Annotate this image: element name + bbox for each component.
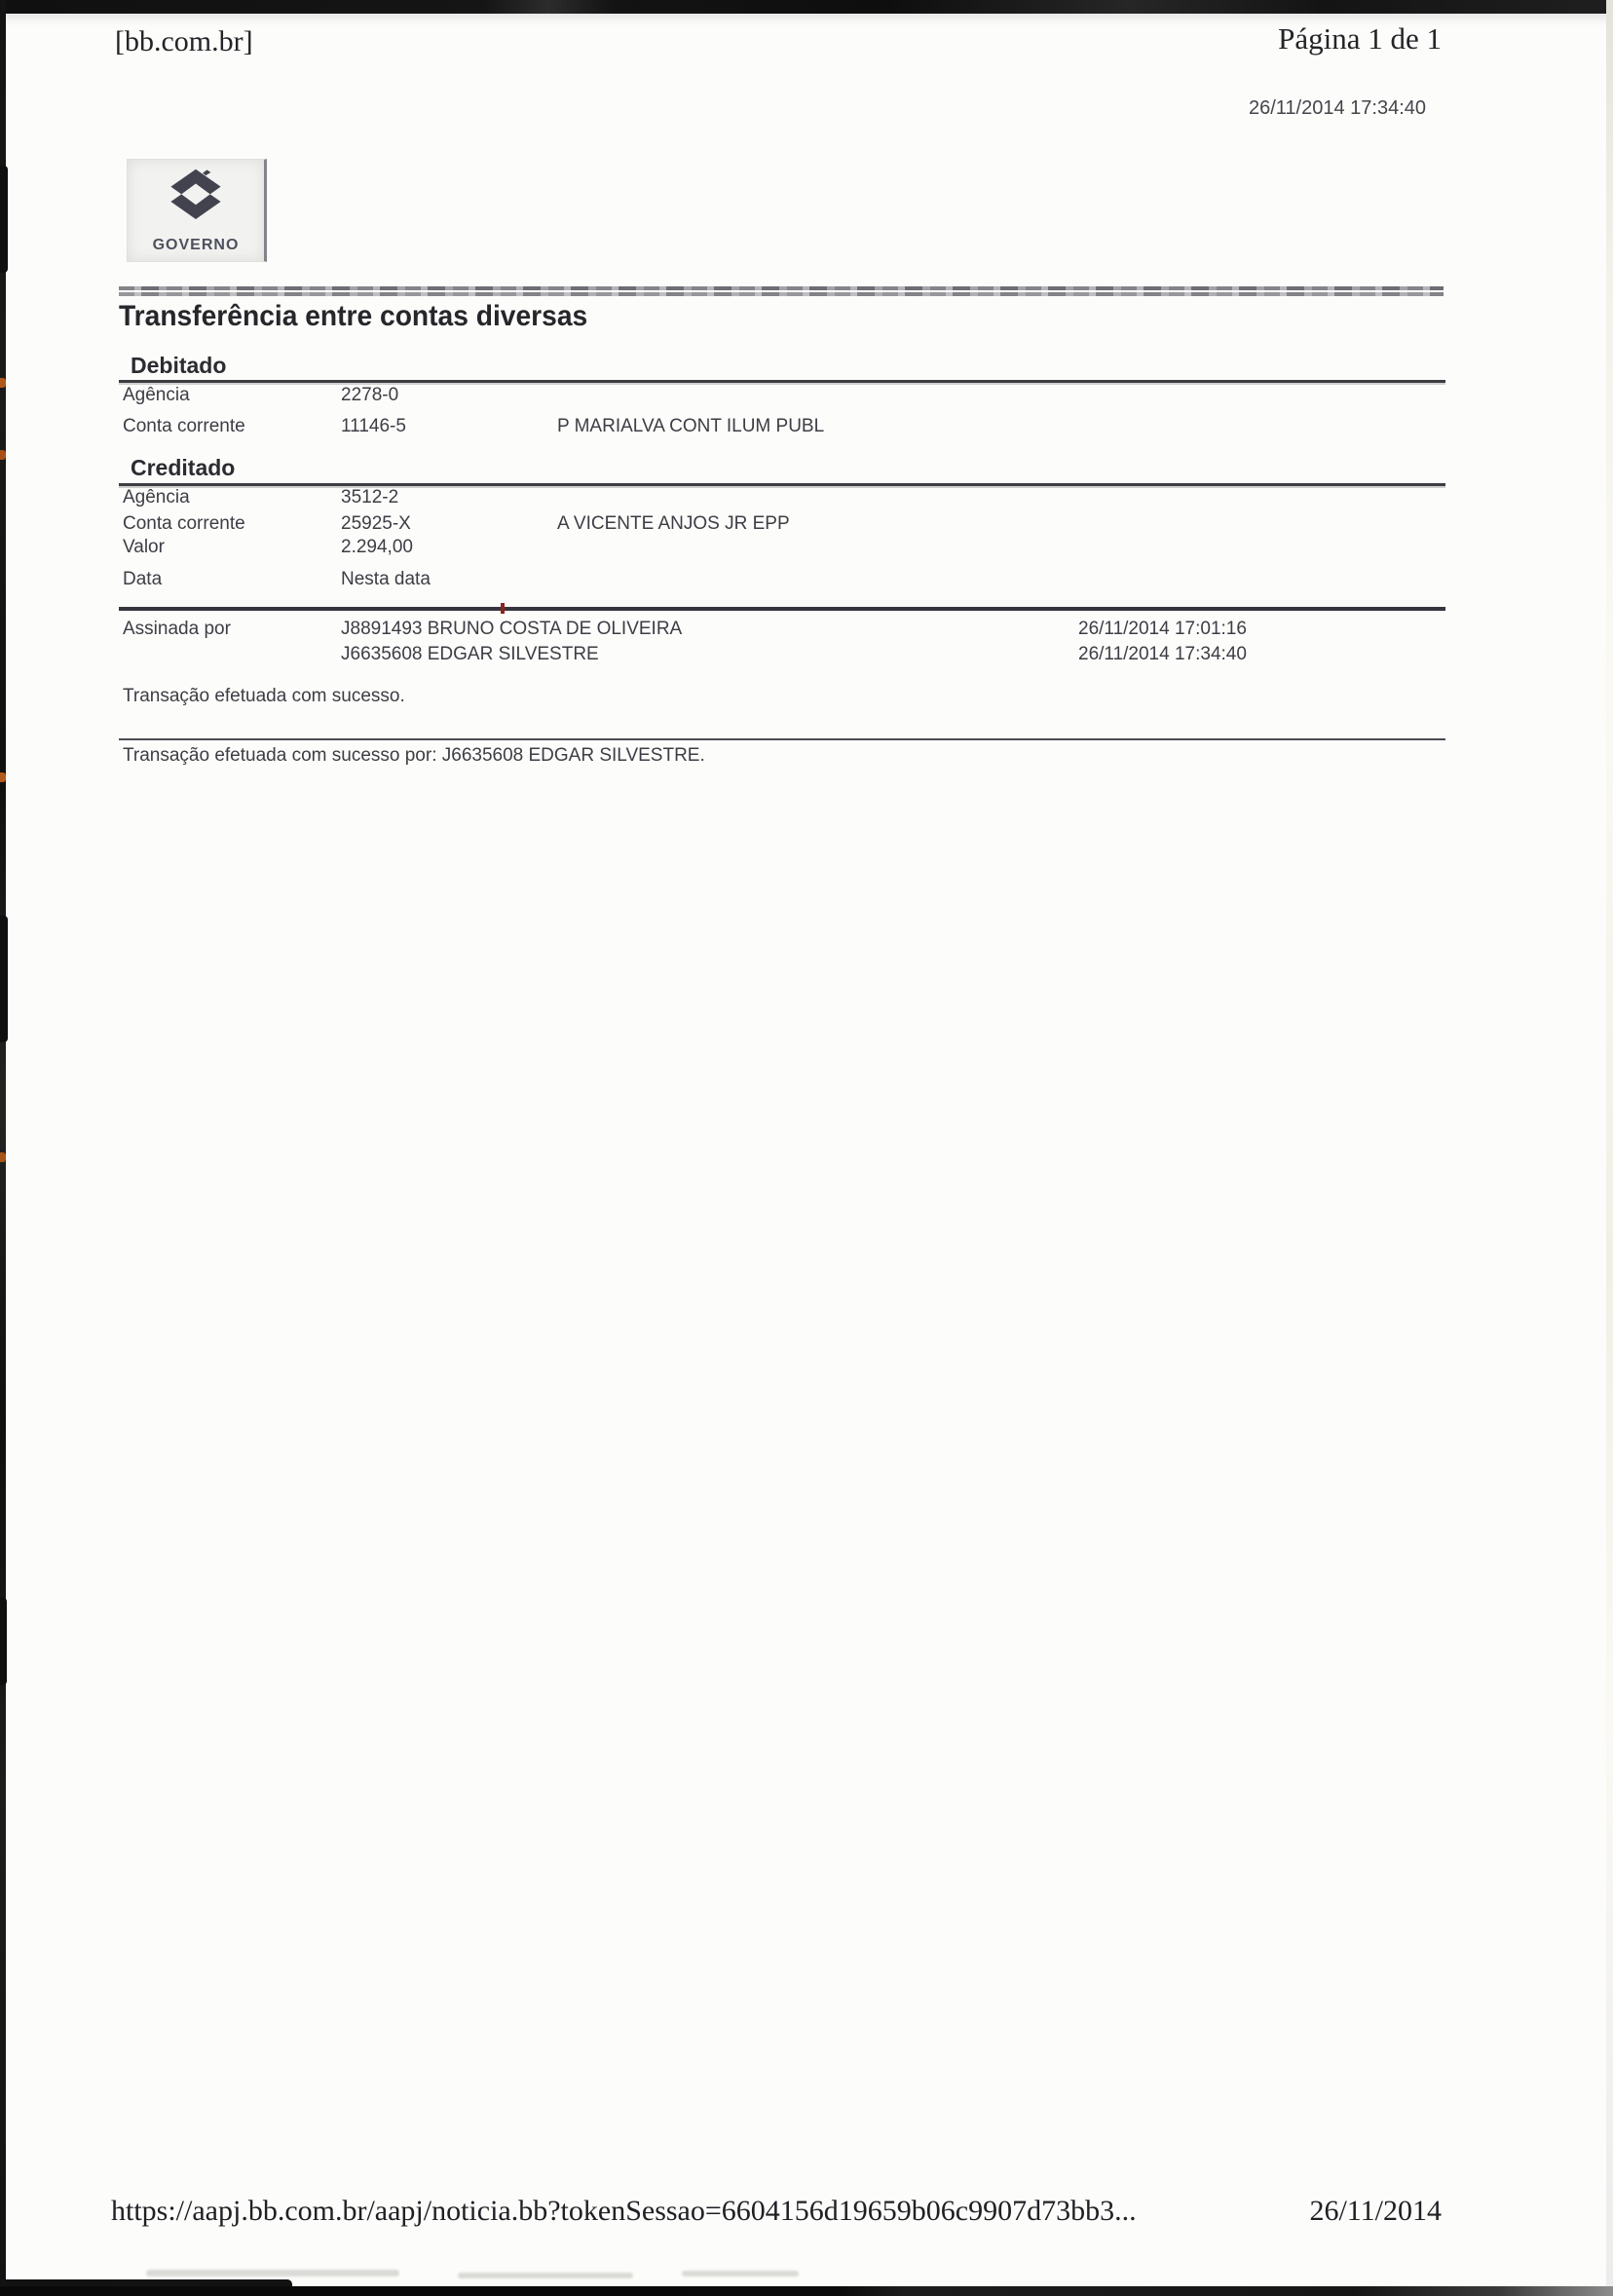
scan-artifact-left-edge xyxy=(0,0,6,2296)
bank-logo-box xyxy=(127,159,267,262)
section-heading-credited: Creditado xyxy=(131,455,236,480)
header-divider-lower xyxy=(119,292,1444,296)
success-by-message: Transação efetuada com sucesso por: J6635608 EDGAR SILVESTRE. xyxy=(123,745,705,766)
field-value: 2.294,00 xyxy=(341,537,413,557)
field-row-credited-account xyxy=(0,513,1613,537)
field-row-debited-account xyxy=(0,416,1613,439)
scan-artifact-left-bump xyxy=(0,166,8,273)
signer-name: J8891493 BRUNO COSTA DE OLIVEIRA xyxy=(341,619,683,639)
field-label: Data xyxy=(123,569,163,589)
scan-artifact-smudge xyxy=(146,2270,399,2277)
print-footer-date: 26/11/2014 xyxy=(1309,2195,1442,2227)
field-row-date xyxy=(0,569,1613,592)
generated-timestamp: 26/11/2014 17:34:40 xyxy=(1248,97,1426,119)
rule-above-signatures xyxy=(119,607,1445,611)
field-value: Nesta data xyxy=(341,569,431,589)
signatures-label: Assinada por xyxy=(123,619,231,639)
scan-artifact-top-edge xyxy=(0,0,1613,14)
scan-artifact-left-bump xyxy=(0,1598,7,1685)
scan-artifact-orange-dot xyxy=(0,450,6,460)
scan-artifact-left-bump xyxy=(0,916,8,1042)
field-label: Agência xyxy=(123,487,190,508)
rule-under-credited xyxy=(119,483,1445,486)
field-label: Valor xyxy=(123,537,165,557)
print-header-site: [bb.com.br] xyxy=(115,25,253,57)
scan-artifact-smudge xyxy=(682,2271,799,2277)
signature-datetime: 26/11/2014 17:34:40 xyxy=(1078,644,1247,664)
field-row-credited-agency xyxy=(0,487,1613,510)
header-divider xyxy=(119,286,1444,290)
signature-row xyxy=(0,619,1613,642)
rule-under-debited xyxy=(119,380,1445,383)
scan-artifact-right-edge xyxy=(1606,0,1613,2296)
success-message: Transação efetuada com sucesso. xyxy=(123,686,405,706)
rule-above-success-by xyxy=(119,738,1445,740)
scan-artifact-bottom-edge xyxy=(0,2286,1613,2296)
banco-do-brasil-logo-icon xyxy=(165,166,227,224)
account-holder-name: A VICENTE ANJOS JR EPP xyxy=(557,513,790,534)
signature-row xyxy=(0,644,1613,667)
scan-artifact-smudge xyxy=(458,2273,633,2278)
scan-artifact-red-tick xyxy=(501,603,505,614)
signature-datetime: 26/11/2014 17:01:16 xyxy=(1078,619,1247,639)
field-value: 11146-5 xyxy=(341,416,406,436)
print-header-page-indicator: Página 1 de 1 xyxy=(1278,21,1442,56)
scan-artifact-orange-dot xyxy=(0,1152,6,1162)
field-label: Agência xyxy=(123,385,190,405)
account-holder-name: P MARIALVA CONT ILUM PUBL xyxy=(557,416,825,436)
logo-caption: GOVERNO xyxy=(152,237,240,253)
field-row-amount xyxy=(0,537,1613,560)
field-value: 25925-X xyxy=(341,513,411,534)
field-value: 2278-0 xyxy=(341,385,399,405)
field-label: Conta corrente xyxy=(123,513,245,534)
field-row-debited-agency xyxy=(0,385,1613,408)
page-title: Transferência entre contas diversas xyxy=(119,300,588,332)
field-value: 3512-2 xyxy=(341,487,399,508)
print-footer-url: https://aapj.bb.com.br/aapj/noticia.bb?tokenSessao=6604156d19659b06c9907d73bb3... xyxy=(111,2195,1137,2227)
field-label: Conta corrente xyxy=(123,416,245,436)
print-footer xyxy=(0,2195,1613,2234)
section-heading-debited: Debitado xyxy=(131,353,227,378)
scan-artifact-orange-dot xyxy=(0,772,6,782)
signer-name: J6635608 EDGAR SILVESTRE xyxy=(341,644,599,664)
